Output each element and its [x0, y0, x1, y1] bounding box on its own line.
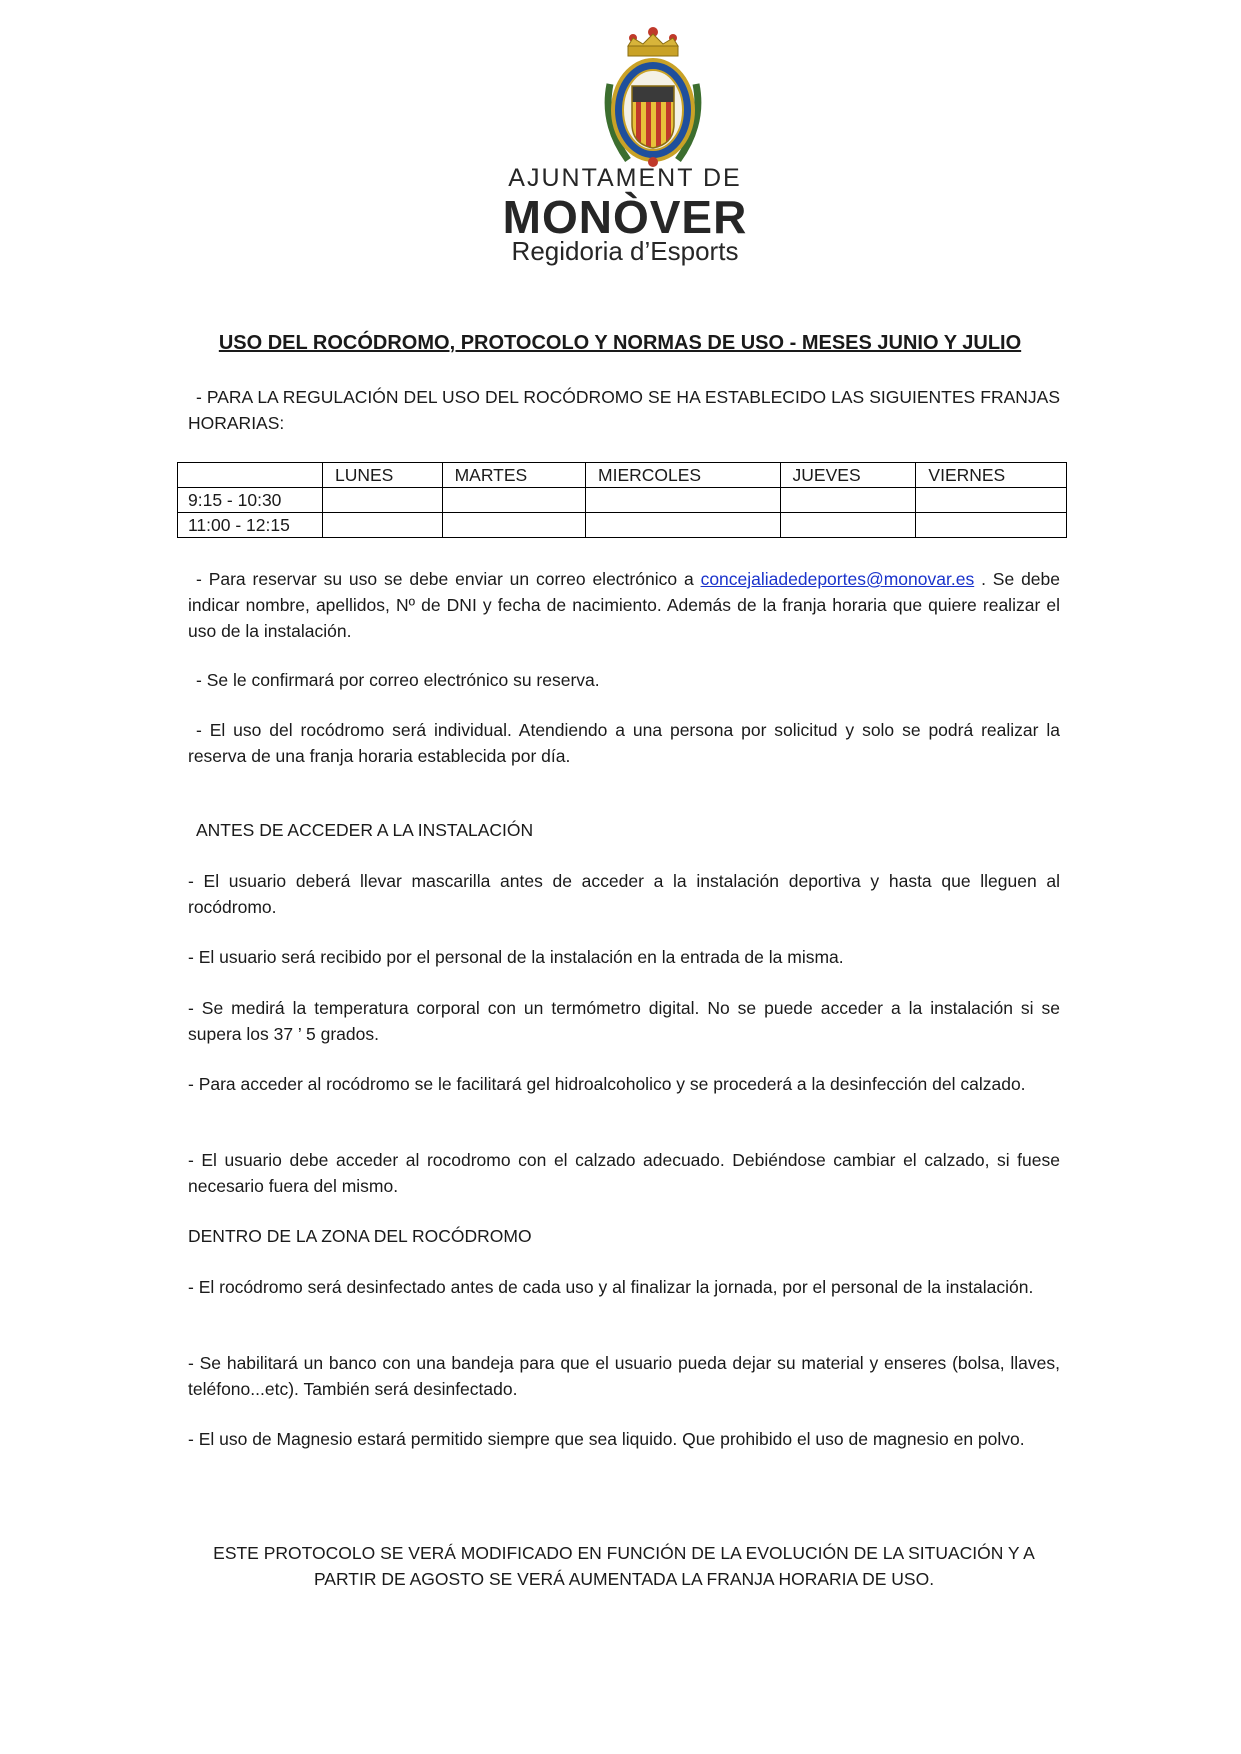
list-item: - El usuario será recibido por el personal de la instalación en la entrada de la misma. — [188, 947, 844, 967]
document-title: USO DEL ROCÓDROMO, PROTOCOLO Y NORMAS DE USO - MESES JUNIO Y JULIO — [218, 332, 1022, 354]
list-item: - El rocódromo será desinfectado antes de cada uso y al finalizar la jornada, por el personal de la instalación. — [188, 1277, 1034, 1297]
list-item: - Se medirá la temperatura corporal con un termómetro digital. No se puede acceder a la instalación si se supera los 37 ’ 5 grados. — [188, 998, 1060, 1044]
time-slot: 9:15 - 10:30 — [178, 488, 323, 513]
day-header: LUNES — [323, 463, 443, 488]
day-header: MIERCOLES — [586, 463, 781, 488]
table-cell — [586, 513, 781, 538]
table-cell — [916, 488, 1067, 513]
table-header-row — [178, 463, 1067, 488]
section-heading-inside: DENTRO DE LA ZONA DEL ROCÓDROMO — [188, 1226, 532, 1246]
list-item: - El usuario debe acceder al rocodromo con el calzado adecuado. Debiéndose cambiar el calzado, si fuese necesario fuera del mismo. — [188, 1150, 1060, 1196]
org-name-line2: MONÒVER — [502, 191, 748, 243]
coat-of-arms-icon — [598, 24, 708, 176]
list-item: - Para acceder al rocódromo se le facilitará gel hidroalcoholico y se procederá a la desinfección del calzado. — [188, 1074, 1026, 1094]
email-link[interactable]: concejaliadedeportes@monovar.es — [700, 569, 975, 589]
section-heading-before: ANTES DE ACCEDER A LA INSTALACIÓN — [196, 820, 534, 840]
footer-line2: PARTIR DE AGOSTO SE VERÁ AUMENTADA LA FRANJA HORARIA DE USO. — [313, 1569, 935, 1589]
table-cell — [586, 488, 781, 513]
day-header: MARTES — [442, 463, 585, 488]
day-header: JUEVES — [780, 463, 916, 488]
intro-paragraph: - PARA LA REGULACIÓN DEL USO DEL ROCÓDROMO SE HA ESTABLECIDO LAS SIGUIENTES FRANJAS HORARIAS: — [188, 387, 1060, 433]
table-cell — [323, 488, 443, 513]
table-corner-cell — [178, 463, 323, 488]
reservation-paragraph — [188, 566, 1060, 644]
list-item: - El usuario deberá llevar mascarilla antes de acceder a la instalación deportiva y hasta que lleguen al rocódromo. — [188, 871, 1060, 917]
list-item: - El uso de Magnesio estará permitido siempre que sea liquido. Que prohibido el uso de magnesio en polvo. — [188, 1429, 1025, 1449]
table-row — [178, 488, 1067, 513]
table-cell — [780, 513, 916, 538]
time-slot: 11:00 - 12:15 — [178, 513, 323, 538]
org-name-line3: Regidoria d’Esports — [511, 236, 739, 266]
list-item: - Se habilitará un banco con una bandeja para que el usuario pueda dejar su material y enseres (bolsa, llaves, teléfono...etc). También será desinfectado. — [188, 1353, 1060, 1399]
table-cell — [323, 513, 443, 538]
reservation-text-before: - Para reservar su uso se debe enviar un correo electrónico a — [196, 569, 694, 589]
footer-line1: ESTE PROTOCOLO SE VERÁ MODIFICADO EN FUNCIÓN DE LA EVOLUCIÓN DE LA SITUACIÓN Y A — [213, 1543, 1035, 1563]
table-cell — [442, 488, 585, 513]
org-name-line1: AJUNTAMENT DE — [508, 164, 742, 192]
footer-note — [188, 1540, 1060, 1592]
table-cell — [916, 513, 1067, 538]
schedule-table — [177, 462, 1067, 538]
individual-paragraph: - El uso del rocódromo será individual. Atendiendo a una persona por solicitud y solo se podrá realizar la reserva de una franja horaria establecida por día. — [188, 720, 1060, 766]
reservation-text-after: . Se debe indicar nombre, apellidos, Nº de DNI y fecha de nacimiento. Además de la franja horaria que quiere realizar el uso de la instalación. — [188, 569, 1061, 641]
confirmation-paragraph: - Se le confirmará por correo electrónico su reserva. — [196, 670, 600, 690]
table-cell — [780, 488, 916, 513]
day-header: VIERNES — [916, 463, 1067, 488]
table-row — [178, 513, 1067, 538]
table-cell — [442, 513, 585, 538]
